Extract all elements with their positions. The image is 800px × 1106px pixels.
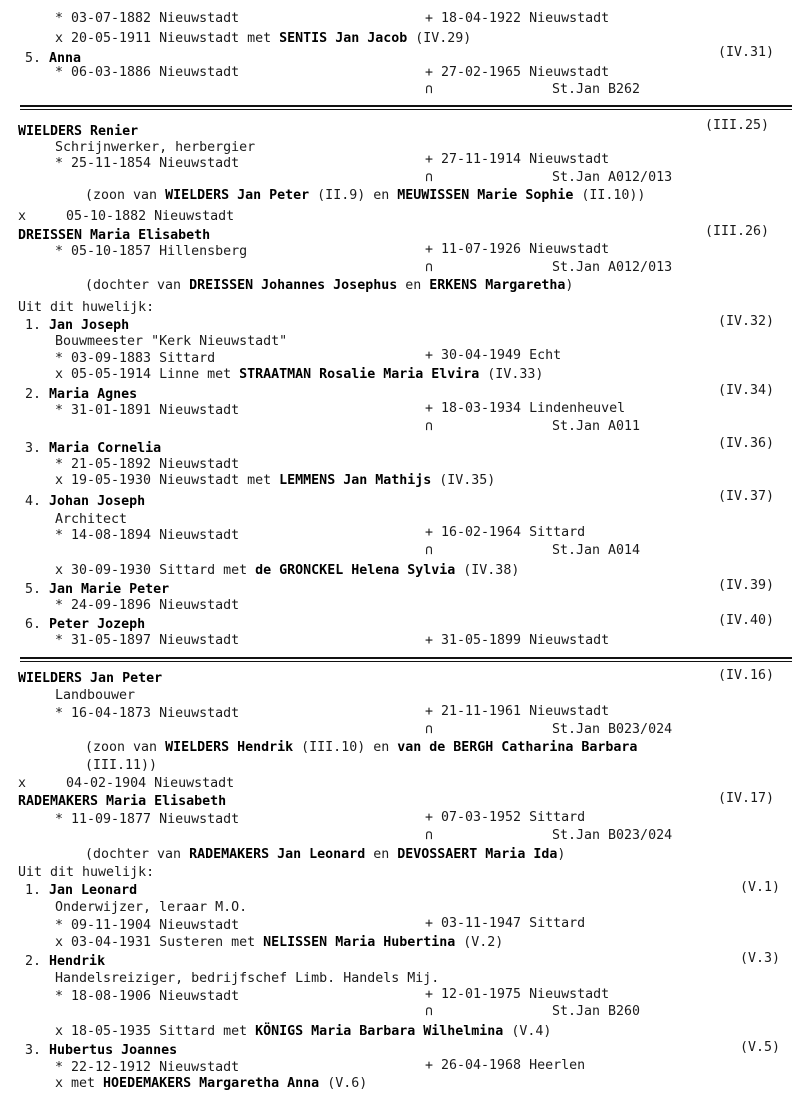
text-line [425, 242, 609, 258]
text-line [425, 82, 433, 98]
text-line [552, 419, 640, 435]
text-line [25, 387, 137, 403]
text-line [55, 65, 239, 81]
text-line [740, 1040, 780, 1056]
text-line [425, 810, 585, 826]
text-line [55, 1060, 239, 1076]
text-line [718, 314, 774, 330]
text-segment: 5. [25, 51, 50, 66]
text-line [25, 441, 161, 457]
text-line [55, 403, 239, 419]
text-line [552, 828, 672, 844]
text-line [25, 1043, 177, 1059]
text-segment: ∩ [425, 1004, 434, 1019]
text-segment: * 18-08-1906 Nieuwstadt [55, 989, 240, 1004]
text-segment: + 21-11-1961 Nieuwstadt [425, 704, 610, 719]
text-line [55, 598, 239, 614]
text-segment: Uit dit huwelijk: [18, 865, 155, 880]
text-line [55, 812, 239, 828]
text-segment: (IV.32) [718, 314, 775, 329]
text-segment: (dochter van [85, 278, 190, 293]
text-line [425, 65, 609, 81]
text-line [55, 918, 239, 934]
text-segment: Architect [55, 512, 128, 527]
text-line [552, 722, 672, 738]
text-segment: (V.5) [740, 1040, 781, 1055]
text-segment: (V.2) [455, 935, 504, 950]
text-line [425, 152, 609, 168]
text-line [552, 82, 640, 98]
text-line [55, 900, 247, 916]
person-name: DEVOSSAERT Maria Ida [397, 847, 558, 862]
text-line [85, 847, 565, 863]
text-segment: St.Jan A012/013 [552, 260, 673, 275]
text-segment: (III.10) en [293, 740, 398, 755]
text-segment: + 18-03-1934 Lindenheuvel [425, 401, 626, 416]
section-divider [20, 109, 792, 110]
text-segment: Onderwijzer, leraar M.O. [55, 900, 248, 915]
text-segment: 4. [25, 494, 50, 509]
text-line [718, 383, 774, 399]
text-line [18, 865, 154, 881]
text-line [55, 156, 239, 172]
text-segment: * 06-03-1886 Nieuwstadt [55, 65, 240, 80]
person-name: STRAATMAN Rosalie Maria Elvira [239, 367, 480, 382]
text-segment: ∩ [425, 543, 434, 558]
section-divider [20, 657, 792, 659]
text-segment: + 12-01-1975 Nieuwstadt [425, 987, 610, 1002]
text-line [718, 791, 774, 807]
text-line [25, 617, 145, 633]
text-line [55, 140, 255, 156]
text-segment: (IV.38) [455, 563, 520, 578]
person-name: NELISSEN Maria Hubertina [263, 935, 456, 950]
text-line [552, 543, 640, 559]
text-segment: + 16-02-1964 Sittard [425, 525, 586, 540]
text-segment: * 03-07-1882 Nieuwstadt [55, 11, 240, 26]
text-line [55, 989, 239, 1005]
text-line [425, 11, 609, 27]
text-segment: (dochter van [85, 847, 190, 862]
text-line [425, 722, 433, 738]
text-line [740, 951, 780, 967]
text-line [552, 170, 672, 186]
text-line [425, 170, 433, 186]
text-line [85, 278, 573, 294]
text-line [718, 613, 774, 629]
person-name: Johan Joseph [49, 494, 146, 509]
person-name: Hubertus Joannes [49, 1043, 178, 1058]
text-line [25, 494, 145, 510]
text-line [55, 706, 239, 722]
text-segment: ) [565, 278, 574, 293]
text-segment: 3. [25, 1043, 50, 1058]
text-segment: ∩ [425, 722, 434, 737]
text-segment: (IV.16) [718, 668, 775, 683]
text-segment: St.Jan B023/024 [552, 828, 673, 843]
person-name: DREISSEN Johannes Josephus [189, 278, 398, 293]
text-line [55, 244, 247, 260]
text-segment: (IV.40) [718, 613, 775, 628]
person-name: WIELDERS Hendrik [165, 740, 294, 755]
text-line [425, 704, 609, 720]
text-segment: x 03-04-1931 Susteren met [55, 935, 264, 950]
text-segment: Bouwmeester "Kerk Nieuwstadt" [55, 334, 288, 349]
person-name: KÖNIGS Maria Barbara Wilhelmina [255, 1024, 504, 1039]
text-segment: * 25-11-1854 Nieuwstadt [55, 156, 240, 171]
text-line [18, 776, 234, 792]
text-segment: x 19-05-1930 Nieuwstadt met [55, 473, 280, 488]
person-name: ERKENS Margaretha [429, 278, 566, 293]
text-segment: 3. [25, 441, 50, 456]
text-segment: (zoon van [85, 740, 166, 755]
text-segment: x 30-09-1930 Sittard met [55, 563, 256, 578]
person-name: Anna [49, 51, 82, 66]
text-segment: + 11-07-1926 Nieuwstadt [425, 242, 610, 257]
person-name: Jan Leonard [49, 883, 138, 898]
text-segment: x 05-10-1882 Nieuwstadt [18, 209, 235, 224]
text-segment: (V.6) [319, 1076, 368, 1091]
text-segment: ∩ [425, 419, 434, 434]
section-divider [20, 105, 792, 107]
text-line [718, 45, 774, 61]
text-line [425, 633, 609, 649]
person-name: HOEDEMAKERS Margaretha Anna [103, 1076, 320, 1091]
person-name: WIELDERS Jan Peter [18, 671, 163, 686]
section-divider [20, 661, 792, 662]
text-line [55, 1076, 367, 1092]
text-segment: * 11-09-1877 Nieuwstadt [55, 812, 240, 827]
text-line [18, 228, 210, 244]
text-segment: ∩ [425, 82, 434, 97]
text-segment: + 26-04-1968 Heerlen [425, 1058, 586, 1073]
text-segment: (II.10)) [573, 188, 646, 203]
text-segment: x 04-02-1904 Nieuwstadt [18, 776, 235, 791]
text-segment: (IV.29) [407, 31, 472, 46]
text-segment: (V.1) [740, 880, 781, 895]
text-line [425, 401, 625, 417]
person-name: Hendrik [49, 954, 106, 969]
text-segment: (V.3) [740, 951, 781, 966]
text-line [425, 1058, 585, 1074]
text-segment: (IV.39) [718, 578, 775, 593]
person-name: van de BERGH Catharina Barbara [397, 740, 638, 755]
text-line [55, 11, 239, 27]
text-segment: * 22-12-1912 Nieuwstadt [55, 1060, 240, 1075]
text-segment: St.Jan B262 [552, 82, 641, 97]
text-segment: St.Jan A012/013 [552, 170, 673, 185]
text-segment: ∩ [425, 260, 434, 275]
text-line [425, 828, 433, 844]
text-segment: x 18-05-1935 Sittard met [55, 1024, 256, 1039]
text-segment: 1. [25, 883, 50, 898]
text-segment: (IV.34) [718, 383, 775, 398]
text-segment: * 09-11-1904 Nieuwstadt [55, 918, 240, 933]
text-segment: (IV.36) [718, 436, 775, 451]
text-segment: * 05-10-1857 Hillensberg [55, 244, 248, 259]
text-line [425, 260, 433, 276]
text-segment: en [365, 847, 398, 862]
text-segment: * 21-05-1892 Nieuwstadt [55, 457, 240, 472]
text-line [718, 668, 774, 684]
text-segment: * 31-01-1891 Nieuwstadt [55, 403, 240, 418]
text-line [55, 334, 287, 350]
person-name: WIELDERS Jan Peter [165, 188, 310, 203]
text-segment: + 27-11-1914 Nieuwstadt [425, 152, 610, 167]
text-line [705, 118, 769, 134]
text-line [425, 987, 609, 1003]
text-segment: * 31-05-1897 Nieuwstadt [55, 633, 240, 648]
text-line [25, 954, 105, 970]
person-name: Maria Cornelia [49, 441, 162, 456]
text-segment: * 14-08-1894 Nieuwstadt [55, 528, 240, 543]
text-line [425, 348, 561, 364]
text-line [705, 224, 769, 240]
text-segment: Landbouwer [55, 688, 136, 703]
text-line [55, 633, 239, 649]
text-segment: (III.11)) [85, 758, 158, 773]
text-line [18, 300, 154, 316]
text-line [55, 473, 495, 489]
text-line [425, 916, 585, 932]
text-line [55, 1024, 551, 1040]
text-segment: + 07-03-1952 Sittard [425, 810, 586, 825]
text-segment: 6. [25, 617, 50, 632]
person-name: RADEMAKERS Jan Leonard [189, 847, 366, 862]
text-line [55, 528, 239, 544]
text-line [55, 351, 215, 367]
text-line [85, 740, 637, 756]
text-segment: (IV.17) [718, 791, 775, 806]
text-line [85, 758, 157, 774]
person-name: MEUWISSEN Marie Sophie [397, 188, 574, 203]
text-line [425, 1004, 433, 1020]
text-segment: * 24-09-1896 Nieuwstadt [55, 598, 240, 613]
text-line [55, 457, 239, 473]
text-line [18, 209, 234, 225]
text-segment: (zoon van [85, 188, 166, 203]
text-segment: Schrijnwerker, herbergier [55, 140, 256, 155]
text-segment: + 30-04-1949 Echt [425, 348, 562, 363]
text-line [718, 578, 774, 594]
text-line [25, 582, 169, 598]
text-segment: x 05-05-1914 Linne met [55, 367, 240, 382]
text-segment: (II.9) en [309, 188, 398, 203]
text-segment: ∩ [425, 828, 434, 843]
text-line [552, 1004, 640, 1020]
text-segment: + 27-02-1965 Nieuwstadt [425, 65, 610, 80]
text-segment: en [397, 278, 430, 293]
text-line [718, 489, 774, 505]
text-line [55, 512, 127, 528]
text-line [55, 367, 543, 383]
text-segment: (IV.33) [479, 367, 544, 382]
text-line [718, 436, 774, 452]
text-segment: 1. [25, 318, 50, 333]
text-segment: Handelsreiziger, bedrijfschef Limb. Handels Mij. [55, 971, 440, 986]
text-segment: St.Jan A011 [552, 419, 641, 434]
text-line [740, 880, 780, 896]
text-line [85, 188, 645, 204]
text-segment: (III.26) [705, 224, 770, 239]
text-line [18, 124, 138, 140]
text-line [25, 883, 137, 899]
text-segment: St.Jan B260 [552, 1004, 641, 1019]
text-line [425, 419, 433, 435]
text-line [25, 318, 129, 334]
text-line [425, 525, 585, 541]
text-line [55, 971, 439, 987]
text-segment: + 18-04-1922 Nieuwstadt [425, 11, 610, 26]
text-segment: 5. [25, 582, 50, 597]
text-segment: 2. [25, 387, 50, 402]
text-segment: x met [55, 1076, 104, 1091]
person-name: de GRONCKEL Helena Sylvia [255, 563, 456, 578]
person-name: RADEMAKERS Maria Elisabeth [18, 794, 227, 809]
person-name: LEMMENS Jan Mathijs [279, 473, 432, 488]
text-segment: * 16-04-1873 Nieuwstadt [55, 706, 240, 721]
text-line [18, 794, 226, 810]
text-segment: (IV.37) [718, 489, 775, 504]
person-name: Jan Marie Peter [49, 582, 170, 597]
text-segment: ∩ [425, 170, 434, 185]
person-name: SENTIS Jan Jacob [279, 31, 408, 46]
text-line [552, 260, 672, 276]
text-segment: St.Jan A014 [552, 543, 641, 558]
text-segment: (IV.31) [718, 45, 775, 60]
text-line [18, 671, 162, 687]
text-segment: (III.25) [705, 118, 770, 133]
text-segment: (V.4) [503, 1024, 552, 1039]
text-line [425, 543, 433, 559]
person-name: Peter Jozeph [49, 617, 146, 632]
text-segment: St.Jan B023/024 [552, 722, 673, 737]
text-segment: * 03-09-1883 Sittard [55, 351, 216, 366]
text-segment: + 03-11-1947 Sittard [425, 916, 586, 931]
text-segment: Uit dit huwelijk: [18, 300, 155, 315]
text-segment: + 31-05-1899 Nieuwstadt [425, 633, 610, 648]
text-line [55, 31, 471, 47]
person-name: Maria Agnes [49, 387, 138, 402]
person-name: Jan Joseph [49, 318, 130, 333]
text-segment: x 20-05-1911 Nieuwstadt met [55, 31, 280, 46]
person-name: DREISSEN Maria Elisabeth [18, 228, 211, 243]
text-line [55, 563, 519, 579]
person-name: WIELDERS Renier [18, 124, 139, 139]
text-segment: 2. [25, 954, 50, 969]
text-line [55, 688, 135, 704]
text-line [55, 935, 503, 951]
text-segment: (IV.35) [431, 473, 496, 488]
text-segment: ) [557, 847, 566, 862]
